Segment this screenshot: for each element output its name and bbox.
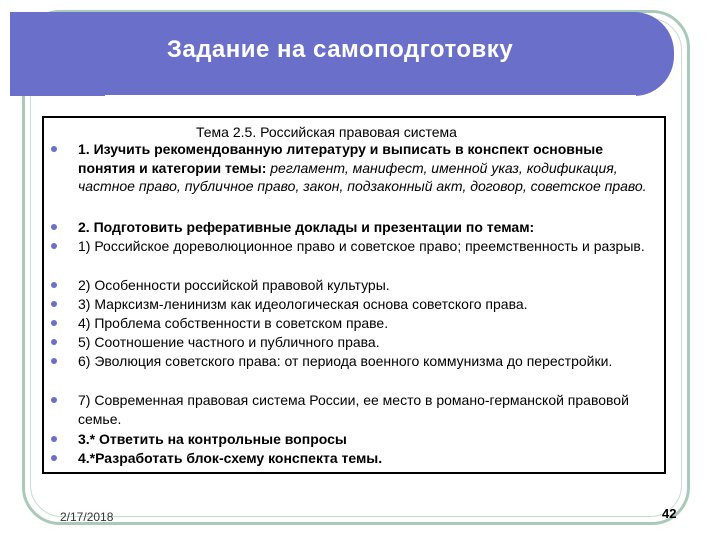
slide-title: Задание на самоподготовку [166, 36, 514, 63]
item-italic-text: регламент, манифест, именной указ, кодификация, частное право, публичное право, закон, подзаконный акт, договор, советское право. [78, 159, 647, 195]
title-underline [105, 95, 636, 98]
list-item [78, 391, 648, 428]
bullet-icon [51, 358, 57, 364]
bullet-icon [51, 436, 57, 442]
topic-heading: Тема 2.5. Российская правовая система [196, 124, 457, 140]
item-bold-text: 4.*Разработать блок-схему конспекта темы. [78, 450, 383, 466]
item-text: 2) Особенности российской правовой культуры. [78, 277, 390, 293]
page-number: 42 [662, 506, 677, 521]
list-item [78, 295, 648, 314]
bullet-icon [51, 397, 57, 403]
list-item [78, 140, 648, 196]
list-item [78, 430, 648, 449]
item-text: 6) Эволюция советского права: от периода военного коммунизма до перестройки. [78, 353, 613, 369]
item-text: 5) Соотношение частного и публичного права. [78, 334, 380, 350]
item-bold-text: 1. Изучить рекомендованную литературу и выписать в конспект основные понятия и категории темы: [78, 141, 604, 176]
list-item [78, 449, 648, 468]
item-text: 3) Марксизм-ленинизм как идеологическая основа советского права. [78, 296, 528, 312]
list-item [78, 314, 648, 333]
bullet-icon [51, 243, 57, 249]
list-item [78, 276, 648, 295]
item-bold-text: 3.* Ответить на контрольные вопросы [78, 431, 347, 447]
item-text: 7) Современная правовая система России, ее место в романо-германской правовой семье. [78, 392, 629, 427]
item-bold-text: 2. Подготовить реферативные доклады и презентации по темам: [78, 219, 535, 235]
bullet-icon [51, 339, 57, 345]
bullet-icon [51, 455, 57, 461]
list-item [78, 352, 648, 371]
item-text: 4) Проблема собственности в советском праве. [78, 315, 389, 331]
list-item [78, 333, 648, 352]
bullet-icon [51, 146, 57, 152]
bullet-icon [51, 282, 57, 288]
footer-date: 2/17/2018 [60, 510, 114, 524]
bullet-icon [51, 320, 57, 326]
bullet-icon [51, 301, 57, 307]
list-item [78, 218, 648, 237]
item-text: 1) Российское дореволюционное право и советское право; преемственность и разрыв. [78, 238, 645, 254]
list-item [78, 237, 648, 256]
bullet-icon [51, 224, 57, 230]
